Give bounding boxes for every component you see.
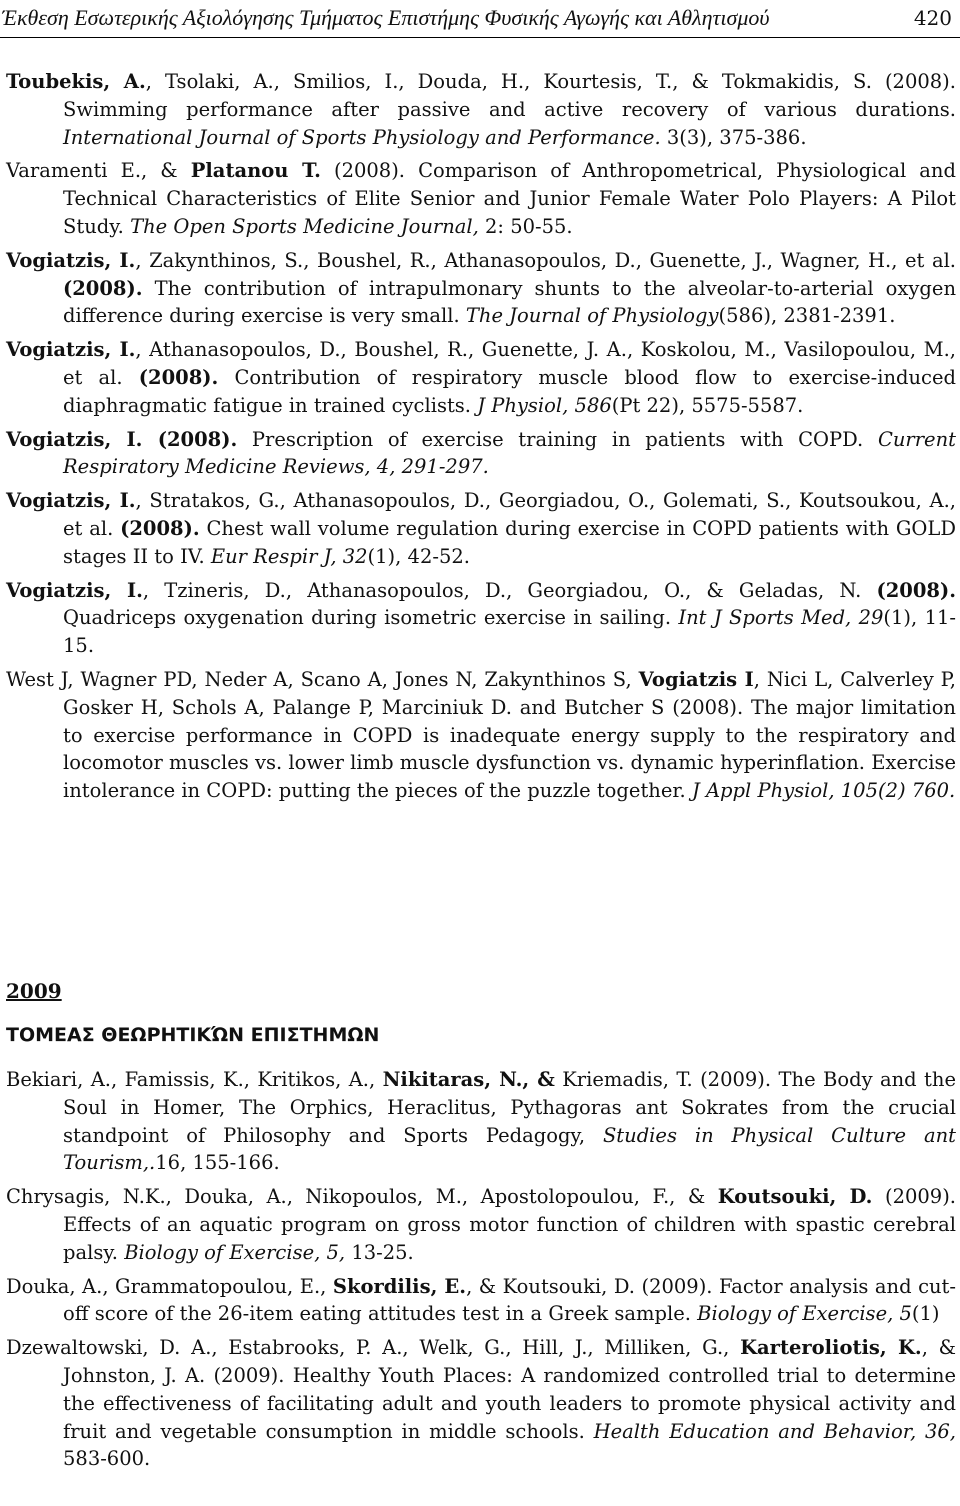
ref-journal: Int J Sports Med, 29 [678, 606, 884, 630]
ref-tail: 3(3), 375-386. [660, 125, 807, 149]
ref-author-bold: Vogiatzis, I. [6, 578, 143, 602]
ref-text: Chest wall volume regulation during exercise in COPD patients with GOLD stages II to IV. [63, 516, 956, 568]
ref-year-bold: (2008). [876, 578, 956, 602]
ref-text: , Stratakos, G., Athanasopoulos, D., Georgiadou, O., Golemati, S., Koutsoukou, A., et al. [63, 489, 956, 540]
reference-dzewaltowski-2009 [6, 1334, 956, 1473]
reference-vogiatzis-blood-flow-2008 [6, 336, 956, 419]
ref-journal: Health Education and Behavior, 36, [593, 1419, 956, 1443]
ref-text: Bekiari, A., Famissis, K., Kritikos, A., [6, 1068, 383, 1091]
ref-text: Quadriceps oxygenation during isometric exercise in sailing. [63, 606, 679, 630]
ref-text: (2008). Comparison of Anthropometrical, Physiological and Technical Characteristics of Elite Senior and Junior Female Water Polo Players: A Pilot Study. [63, 159, 956, 238]
ref-text: West J, Wagner PD, Neder A, Scano A, Jones N, Zakynthinos S, [6, 667, 639, 691]
ref-tail: 2: 50-55. [478, 214, 573, 238]
ref-tail: (586), 2381-2391. [718, 304, 896, 328]
ref-author-bold: Skordilis, E. [332, 1274, 467, 1298]
ref-year-bold: (2008). [63, 276, 143, 300]
ref-text: (2009). Effects of an aquatic program on gross motor function of children with spastic cerebral palsy. [63, 1185, 956, 1264]
reference-vogiatzis-shunts-2008 [6, 247, 956, 330]
reference-vogiatzis-chest-wall-2008 [6, 487, 956, 570]
ref-tail: (Pt 22), 5575-5587. [611, 393, 804, 417]
ref-text: Douka, A., Grammatopoulou, E., [6, 1274, 333, 1298]
reference-vogiatzis-copd-training-2008 [6, 426, 956, 482]
reference-bekiari-2009 [6, 1066, 956, 1177]
reference-chrysagis-2009 [6, 1183, 956, 1266]
header-title: Έκθεση Εσωτερικής Αξιολόγησης Τμήματος Επιστήμης Φυσικής Αγωγής και Αθλητισμού [2, 5, 770, 30]
ref-author-bold: Nikitaras, N., & [382, 1068, 555, 1091]
ref-author-bold: Koutsouki, D. [717, 1185, 873, 1209]
ref-text: , Athanasopoulos, D., Boushel, R., Guenette, J. A., Koskolou, M., Vasilopoulou, M., et al. [63, 338, 956, 389]
ref-journal: The Open Sports Medicine Journal, [130, 214, 479, 238]
ref-journal: The Journal of Physiology [465, 304, 719, 328]
ref-author-bold: Vogiatzis, I. [6, 489, 136, 513]
ref-year-bold: (2008). [142, 427, 238, 451]
ref-text: , Tsolaki, A., Smilios, I., Douda, H., Kourtesis, T., & Tokmakidis, S. (2008). Swimming performance after passive and active recovery of various durations. [63, 70, 956, 121]
ref-text: , Nici L, Calverley P, Gosker H, Schols A, Palange P, Marciniuk D. and Butcher S (2008). The major limitation to exercise performance in COPD is inadequate energy supply to the respiratory and locomotor muscles vs. lower limb muscle dysfunction vs. dynamic hyperinflation. Exercise intolerance in COPD: putting the pieces of the puzzle together. [63, 667, 957, 803]
ref-text: The contribution of intrapulmonary shunts to the alveolar-to-arterial oxygen difference during exercise is very small. [63, 276, 956, 328]
year-heading: 2009 [6, 979, 62, 1003]
ref-author-bold: Vogiatzis, I. [6, 338, 136, 362]
ref-text: Contribution of respiratory muscle blood flow to exercise-induced diaphragmatic fatigue in trained cyclists. [63, 365, 956, 417]
ref-journal: Current Respiratory Medicine Reviews, 4, 291-297. [63, 427, 956, 479]
reference-west-2008 [6, 666, 956, 805]
ref-text: Chrysagis, N.K., Douka, A., Nikopoulos, M., Apostolopoulou, F., & [6, 1185, 718, 1209]
ref-author-bold: Vogiatzis I [638, 667, 754, 691]
ref-text: , & Koutsouki, D. (2009). Factor analysis and cut-off score of the 26-item eating attitudes test in a Greek sample. [63, 1274, 956, 1326]
reference-douka-2009 [6, 1273, 956, 1329]
ref-journal: International Journal of Sports Physiology and Performance. [63, 125, 661, 149]
ref-tail: 583-600. [63, 1447, 151, 1471]
references-2008 [6, 68, 956, 811]
ref-text: , Zakynthinos, S., Boushel, R., Athanasopoulos, D., Guenette, J., Wagner, H., et al. [135, 248, 957, 272]
reference-toubekis-2008 [6, 68, 956, 151]
ref-journal: J Physiol, 586 [477, 393, 612, 417]
ref-author-bold: Vogiatzis, I. [6, 248, 136, 272]
ref-tail: (1), 42-52. [367, 544, 470, 568]
ref-tail: (1), 11-15. [63, 606, 956, 658]
reference-varamenti-2008 [6, 157, 956, 240]
ref-text: Prescription of exercise training in patients with COPD. [237, 427, 878, 451]
ref-text: Varamenti E., & [6, 159, 191, 183]
ref-text: Dzewaltowski, D. A., Estabrooks, P. A., Welk, G., Hill, J., Milliken, G., [6, 1336, 741, 1360]
ref-author-bold: Vogiatzis, I. [6, 427, 143, 451]
ref-journal: Biology of Exercise, 5 [697, 1302, 912, 1326]
ref-author-bold: Toubekis, A. [6, 70, 146, 93]
ref-text: , & Johnston, J. A. (2009). Healthy Youth Places: A randomized controlled trial to determine the effectiveness of facilitating adult and youth leaders to promote physical activity and fruit and vegetable consumption in middle schools. [63, 1336, 956, 1443]
reference-vogiatzis-sailing-2008 [6, 577, 956, 660]
ref-tail: 13-25. [345, 1240, 414, 1264]
ref-text: Kriemadis, T. (2009). The Body and the Soul in Homer, The Orphics, Heraclitus, Pythagoras ant Sokrates from the crucial standpoint of Philosophy and Sports Pedagogy, [63, 1068, 956, 1147]
ref-year-bold: (2008). [120, 516, 200, 540]
ref-journal: Eur Respir J, 32 [210, 544, 368, 568]
ref-tail: (1) [911, 1302, 940, 1326]
sector-heading: ΤΟΜΕΑΣ ΘΕΩΡΗΤΙΚΏΝ ΕΠΙΣΤΗΜΩΝ [6, 1024, 380, 1046]
references-2009 [6, 1066, 956, 1479]
running-header [0, 0, 960, 38]
ref-author-bold: Platanou T. [190, 159, 321, 183]
ref-journal: Biology of Exercise, 5, [124, 1240, 346, 1264]
ref-tail: 16, 155-166. [155, 1151, 280, 1175]
ref-journal: J Appl Physiol, 105(2) 760. [691, 779, 956, 803]
ref-year-bold: (2008). [138, 365, 219, 389]
ref-journal: Studies in Physical Culture ant Tourism,. [63, 1123, 956, 1175]
ref-author-bold: Karteroliotis, K. [740, 1336, 922, 1360]
page-number: 420 [913, 6, 952, 30]
ref-text: , Tzineris, D., Athanasopoulos, D., Georgiadou, O., & Geladas, N. [142, 578, 877, 602]
